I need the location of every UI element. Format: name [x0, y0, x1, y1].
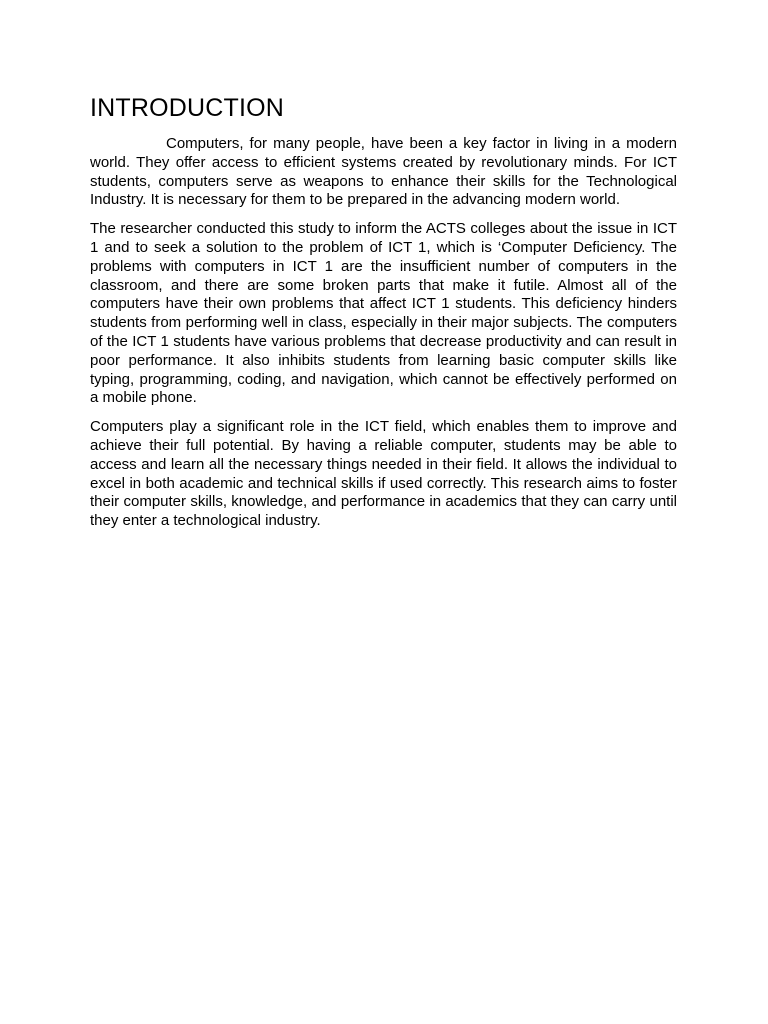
intro-paragraph-2: The researcher conducted this study to inform the ACTS colleges about the issue in ICT 1 and to seek a solution to the problem of ICT 1, which is ‘Computer Deficiency. The problems with computers in ICT 1 are the insufficient number of computers in the classroom, and there are some broken parts that make it futile. Almost all of the computers have their own problems that affect ICT 1 students. This deficiency hinders students from performing well in class, especially in their major subjects. The computers of the ICT 1 students have various problems that decrease productivity and can result in poor performance. It also inhibits students from learning basic computer skills like typing, programming, coding, and navigation, which cannot be effectively performed on a mobile phone.	[90, 220, 677, 407]
intro-paragraph-1: Computers, for many people, have been a key factor in living in a modern world. They offer access to efficient systems created by revolutionary minds. For ICT students, computers serve as weapons to enhance their skills for the Technological Industry. It is necessary for them to be prepared in the advancing modern world.	[90, 135, 677, 209]
section-heading: INTRODUCTION	[90, 94, 285, 122]
document-body	[90, 93, 677, 541]
intro-paragraph-3: Computers play a significant role in the ICT field, which enables them to improve and achieve their full potential. By having a reliable computer, students may be able to access and learn all the necessary things needed in their field. It allows the individual to excel in both academic and technical skills if used correctly. This research aims to foster their computer skills, knowledge, and performance in academics that they can carry until they enter a technological industry.	[90, 418, 677, 530]
